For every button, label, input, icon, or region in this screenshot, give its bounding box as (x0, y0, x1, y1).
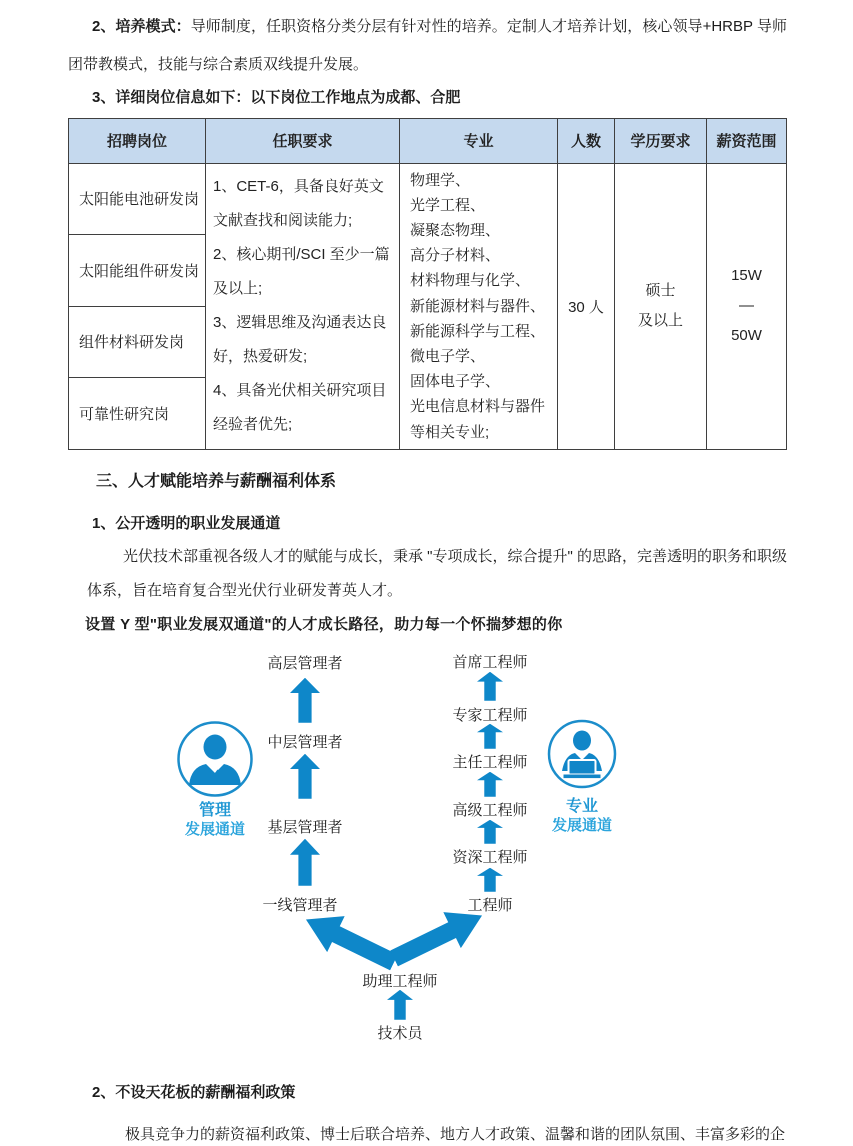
major-item: 光电信息材料与器件 (410, 398, 546, 416)
education-cell (615, 163, 707, 449)
level-node-senior-engineer: 高级工程师 (452, 801, 528, 819)
level-node-veteran-engineer: 资深工程师 (452, 848, 528, 866)
level-node-senior-manager: 高层管理者 (267, 654, 343, 672)
welfare-paragraph: 极具竞争力的薪资福利政策、博士后联合培养、地方人才政策、温馨和谐的团队氛围、丰富多彩的企 (125, 1125, 786, 1143)
major-item: 材料物理与化学、 (410, 272, 531, 290)
up-arrow-icon (290, 839, 320, 886)
major-item: 新能源科学与工程、 (410, 322, 546, 340)
position-cell: 太阳能组件研发岗 (69, 235, 206, 307)
requirement-item: 3、逻辑思维及沟通表达良好，热爱研发; (213, 314, 387, 366)
job-info-heading: 3、详细岗位信息如下：以下岗位工作地点为成都、合肥 (92, 89, 461, 106)
salary-line: 50W (731, 327, 762, 345)
major-item: 物理学、 (410, 171, 471, 189)
training-mode-text: 导师制度，任职资格分类分层有针对性的培养。定制人才培养计划，核心领导+HRBP 导师团带教模式，技能与综合素质双线提升发展。 (68, 18, 788, 73)
welfare-subheading: 2、不设天花板的薪酬福利政策 (92, 1083, 296, 1101)
table-header-row (69, 118, 787, 163)
document-page (0, 8, 853, 1143)
header-headcount: 人数 (558, 118, 615, 163)
major-item: 凝聚态物理、 (410, 221, 501, 239)
requirement-item: 4、具备光伏相关研究项目经验者优先; (213, 382, 387, 434)
header-requirements: 任职要求 (206, 118, 400, 163)
salary-cell (707, 163, 787, 449)
level-node-engineer: 工程师 (467, 896, 513, 914)
level-node-chief-engineer: 首席工程师 (452, 653, 528, 671)
training-mode-label: 2、培养模式： (92, 18, 191, 35)
requirements-cell (206, 163, 400, 449)
professional-channel-title: 专业 (565, 797, 599, 815)
level-node-frontline-manager: 一线管理者 (262, 896, 338, 914)
engineer-icon (547, 719, 617, 789)
training-mode-paragraph (68, 8, 787, 83)
level-node-director-engineer: 主任工程师 (452, 753, 528, 771)
section3-heading: 三、人才赋能培养与薪酬福利体系 (96, 472, 337, 490)
major-item: 固体电子学、 (410, 373, 501, 391)
level-node-expert-engineer: 专家工程师 (452, 706, 528, 724)
salary-line: — (739, 297, 754, 315)
requirement-item: 2、核心期刊/SCI 至少一篇及以上; (213, 246, 390, 298)
level-node-technician: 技术员 (377, 1024, 423, 1042)
up-arrow-icon (290, 678, 320, 723)
position-cell: 可靠性研究岗 (69, 378, 206, 450)
header-education: 学历要求 (615, 118, 707, 163)
professional-channel-subtitle: 发展通道 (551, 816, 613, 834)
header-salary: 薪资范围 (707, 118, 787, 163)
management-channel-subtitle: 发展通道 (184, 820, 246, 838)
career-channel-paragraph: 光伏技术部重视各级人才的赋能与成长，秉承 "专项成长，综合提升" 的思路，完善透明的职务和职级体系，旨在培育复合型光伏行业研发菁英人才。 (87, 547, 787, 600)
job-table (68, 118, 787, 450)
table-row (69, 163, 787, 235)
major-item: 高分子材料、 (410, 247, 501, 265)
requirement-item: 1、CET-6，具备良好英文文献查找和阅读能力; (213, 178, 384, 230)
up-arrow-icon (290, 754, 320, 799)
position-cell: 组件材料研发岗 (69, 306, 206, 378)
up-arrow-icon (477, 820, 503, 844)
majors-cell (400, 163, 558, 449)
up-arrow-icon (477, 724, 503, 749)
education-line: 硕士 (645, 282, 676, 300)
career-channel-subheading: 1、公开透明的职业发展通道 (92, 514, 281, 532)
salary-line: 15W (731, 267, 762, 285)
management-channel-title: 管理 (198, 801, 232, 819)
major-item: 微电子学、 (410, 347, 486, 365)
header-major: 专业 (400, 118, 558, 163)
level-node-middle-manager: 中层管理者 (267, 733, 343, 751)
y-path-heading: 设置 Y 型"职业发展双通道"的人才成长路径，助力每一个怀揣梦想的你 (85, 615, 563, 633)
level-node-base-manager: 基层管理者 (267, 818, 343, 836)
up-arrow-icon (477, 868, 503, 892)
up-arrow-icon (477, 672, 503, 701)
up-arrow-icon (477, 772, 503, 797)
career-path-diagram (0, 641, 853, 1046)
education-line: 及以上 (637, 312, 683, 330)
level-node-assistant-engineer: 助理工程师 (362, 972, 438, 990)
major-item: 光学工程、 (410, 196, 486, 214)
major-item: 新能源材料与器件、 (410, 297, 546, 315)
major-item: 等相关专业; (410, 423, 490, 441)
manager-icon (176, 720, 254, 798)
header-position: 招聘岗位 (69, 118, 206, 163)
up-arrow-icon (387, 990, 413, 1020)
position-cell: 太阳能电池研发岗 (69, 163, 206, 235)
headcount-cell: 30 人 (558, 163, 615, 449)
